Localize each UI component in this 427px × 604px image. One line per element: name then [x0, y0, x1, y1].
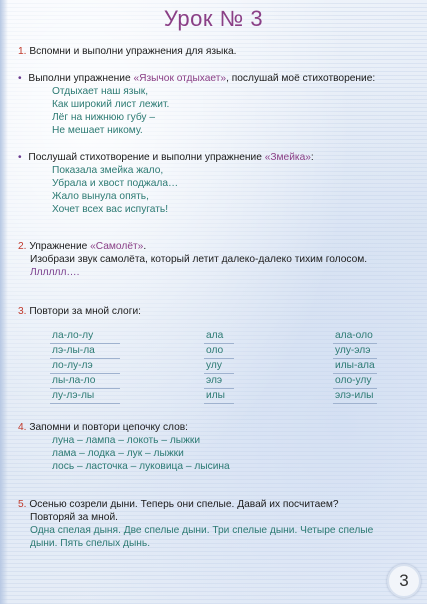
exercise-1-number: 1.	[18, 46, 27, 57]
underline-divider	[333, 403, 377, 404]
syllable-cell: оло-улу	[335, 375, 372, 386]
syllable-cell: элэ-илы	[335, 390, 374, 401]
underline-divider	[50, 403, 120, 404]
exercise-2-sound: Лллллл….	[30, 267, 80, 278]
syllable-cell: ла-ло-лу	[52, 330, 94, 341]
exercise-1b-text-after: :	[310, 152, 314, 163]
exercise-2-heading	[18, 240, 146, 253]
exercise-4-number: 4.	[18, 422, 27, 433]
underline-divider	[204, 388, 234, 389]
syllable-cell: ло-лу-лэ	[52, 360, 93, 371]
exercise-1b-text-before: Послушай стихотворение и выполни упражнение	[28, 152, 265, 163]
underline-divider	[50, 358, 120, 359]
exercise-1-text: Вспомни и выполни упражнения для языка.	[29, 46, 237, 57]
exercise-1a-quote: «Язычок отдыхает»	[133, 73, 227, 84]
underline-divider	[50, 388, 120, 389]
poem-line: Показала змейка жало,	[52, 165, 164, 176]
syllable-cell: улу-элэ	[335, 345, 371, 356]
poem-line: Не мешает никому.	[52, 125, 143, 136]
bullet-icon: •	[18, 73, 22, 84]
exercise-5-number: 5.	[18, 499, 27, 510]
syllable-cell: илы-ала	[335, 360, 375, 371]
syllable-cell: оло	[206, 345, 224, 356]
syllable-cell: ала	[206, 330, 224, 341]
exercise-1-heading	[18, 45, 237, 58]
exercise-4-heading	[18, 421, 188, 434]
exercise-1a-text-after: , послушай моё стихотворение:	[226, 73, 376, 84]
exercise-1a-heading	[18, 72, 375, 85]
exercise-2-quote: «Самолёт»	[90, 241, 144, 252]
page-number-badge: 3	[387, 564, 421, 598]
exercise-5-answer-line: дыни. Пять спелых дынь.	[30, 538, 151, 549]
underline-divider	[204, 358, 234, 359]
exercise-1a-text-before: Выполни упражнение	[28, 73, 134, 84]
syllable-cell: илы	[206, 390, 225, 401]
underline-divider	[333, 373, 377, 374]
word-chain-line: лама – лодка – лук – лыжки	[52, 448, 184, 459]
exercise-2-text-after: .	[143, 241, 147, 252]
syllable-cell: элэ	[206, 375, 223, 386]
bullet-icon: •	[18, 152, 22, 163]
exercise-4-text: Запомни и повтори цепочку слов:	[29, 422, 189, 433]
exercise-5-text: Осенью созрели дыни. Теперь они спелые. Давай их посчитаем?	[29, 499, 339, 510]
underline-divider	[204, 343, 234, 344]
syllable-cell: лу-лэ-лы	[52, 390, 95, 401]
exercise-3-heading	[18, 305, 141, 318]
syllable-cell: лы-ла-ло	[52, 375, 96, 386]
underline-divider	[333, 343, 377, 344]
exercise-1b-quote: «Змейка»	[264, 152, 311, 163]
syllable-cell: лэ-лы-ла	[52, 345, 95, 356]
word-chain-line: луна – лампа – локоть – лыжки	[52, 435, 201, 446]
exercise-5-instruction: Повторяй за мной.	[30, 512, 118, 523]
underline-divider	[50, 343, 120, 344]
underline-divider	[50, 373, 120, 374]
underline-divider	[333, 358, 377, 359]
poem-line: Убрала и хвост поджала…	[52, 178, 179, 189]
exercise-1b-heading	[18, 151, 314, 164]
syllable-cell: улу	[206, 360, 222, 371]
poem-line: Лёг на нижнюю губу –	[52, 112, 156, 123]
poem-line: Хочет всех вас испугать!	[52, 204, 169, 215]
exercise-3-number: 3.	[18, 306, 27, 317]
exercise-5-answer-line: Одна спелая дыня. Две спелые дыни. Три спелые дыни. Четыре спелые	[30, 525, 374, 536]
syllable-cell: ала-оло	[335, 330, 373, 341]
poem-line: Жало вынула опять,	[52, 191, 149, 202]
exercise-2-instruction: Изобрази звук самолёта, который летит далеко-далеко тихим голосом.	[30, 254, 368, 265]
exercise-2-text-before: Упражнение	[29, 241, 91, 252]
underline-divider	[204, 373, 234, 374]
underline-divider	[204, 403, 234, 404]
poem-line: Как широкий лист лежит.	[52, 99, 170, 110]
poem-line: Отдыхает наш язык,	[52, 86, 149, 97]
underline-divider	[333, 388, 377, 389]
exercise-3-text: Повтори за мной слоги:	[29, 306, 141, 317]
page-title: Урок № 3	[163, 6, 264, 31]
page-frame-decoration	[0, 0, 8, 604]
exercise-5-heading	[18, 498, 339, 511]
exercise-2-number: 2.	[18, 241, 27, 252]
word-chain-line: лось – ласточка – луковица – лысина	[52, 461, 230, 472]
